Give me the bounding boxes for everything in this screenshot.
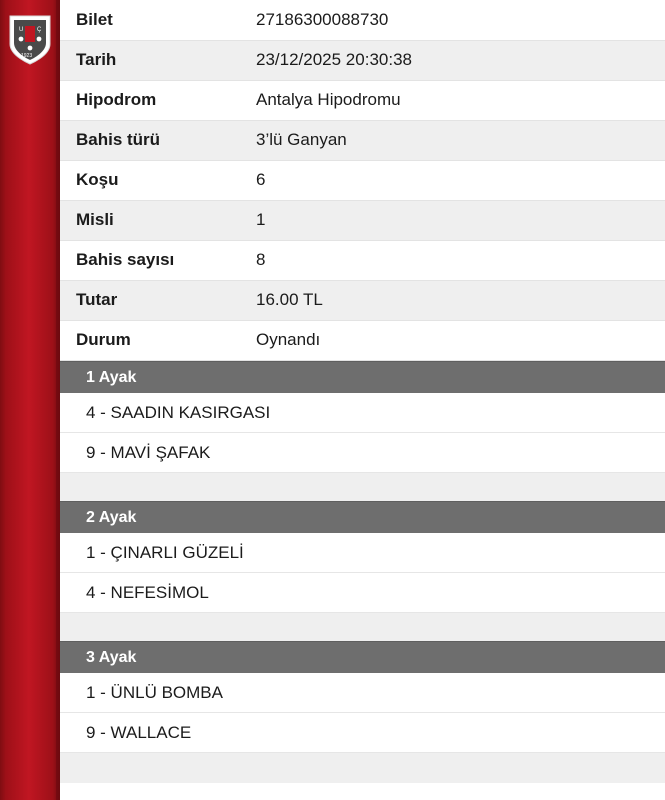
legs-section: [60, 361, 665, 783]
list-item: 9 - WALLACE: [60, 713, 665, 753]
row-value: 3’lü Ganyan: [240, 120, 665, 160]
table-row: [60, 240, 665, 280]
row-label: Misli: [60, 200, 240, 240]
leg-header: 3 Ayak: [60, 641, 665, 673]
list-item: 9 - MAVİ ŞAFAK: [60, 433, 665, 473]
club-crest-icon: [8, 14, 52, 66]
svg-text:U: U: [19, 27, 24, 33]
table-row: [60, 200, 665, 240]
leg-spacer: [60, 473, 665, 501]
row-value: Antalya Hipodromu: [240, 80, 665, 120]
leg-header: 2 Ayak: [60, 501, 665, 533]
row-value: 16.00 TL: [240, 280, 665, 320]
row-label: Bilet: [60, 0, 240, 40]
row-value: Oynandı: [240, 320, 665, 360]
ticket-info-body: [60, 0, 665, 360]
row-label: Tarih: [60, 40, 240, 80]
row-label: Bahis türü: [60, 120, 240, 160]
list-item: 1 - ÇINARLI GÜZELİ: [60, 533, 665, 573]
row-label: Koşu: [60, 160, 240, 200]
table-row: [60, 40, 665, 80]
row-value: 8: [240, 240, 665, 280]
table-row: [60, 80, 665, 120]
row-label: Durum: [60, 320, 240, 360]
leg-spacer: [60, 613, 665, 641]
row-value: 27186300088730: [240, 0, 665, 40]
row-label: Hipodrom: [60, 80, 240, 120]
svg-text:1923: 1923: [21, 53, 33, 59]
leg-header: 1 Ayak: [60, 361, 665, 393]
row-value: 23/12/2025 20:30:38: [240, 40, 665, 80]
table-row: [60, 160, 665, 200]
bottom-spacer: [60, 753, 665, 783]
row-value: 6: [240, 160, 665, 200]
list-item: 4 - SAADIN KASIRGASI: [60, 393, 665, 433]
row-label: Tutar: [60, 280, 240, 320]
list-item: 4 - NEFESİMOL: [60, 573, 665, 613]
table-row: [60, 120, 665, 160]
row-label: Bahis sayısı: [60, 240, 240, 280]
table-row: [60, 280, 665, 320]
left-brand-rail: [0, 0, 60, 800]
table-row: [60, 320, 665, 360]
list-item: 1 - ÜNLÜ BOMBA: [60, 673, 665, 713]
svg-text:Ç: Ç: [37, 27, 42, 33]
table-row: [60, 0, 665, 40]
ticket-info-table: [60, 0, 665, 361]
ticket-content: [60, 0, 665, 800]
row-value: 1: [240, 200, 665, 240]
